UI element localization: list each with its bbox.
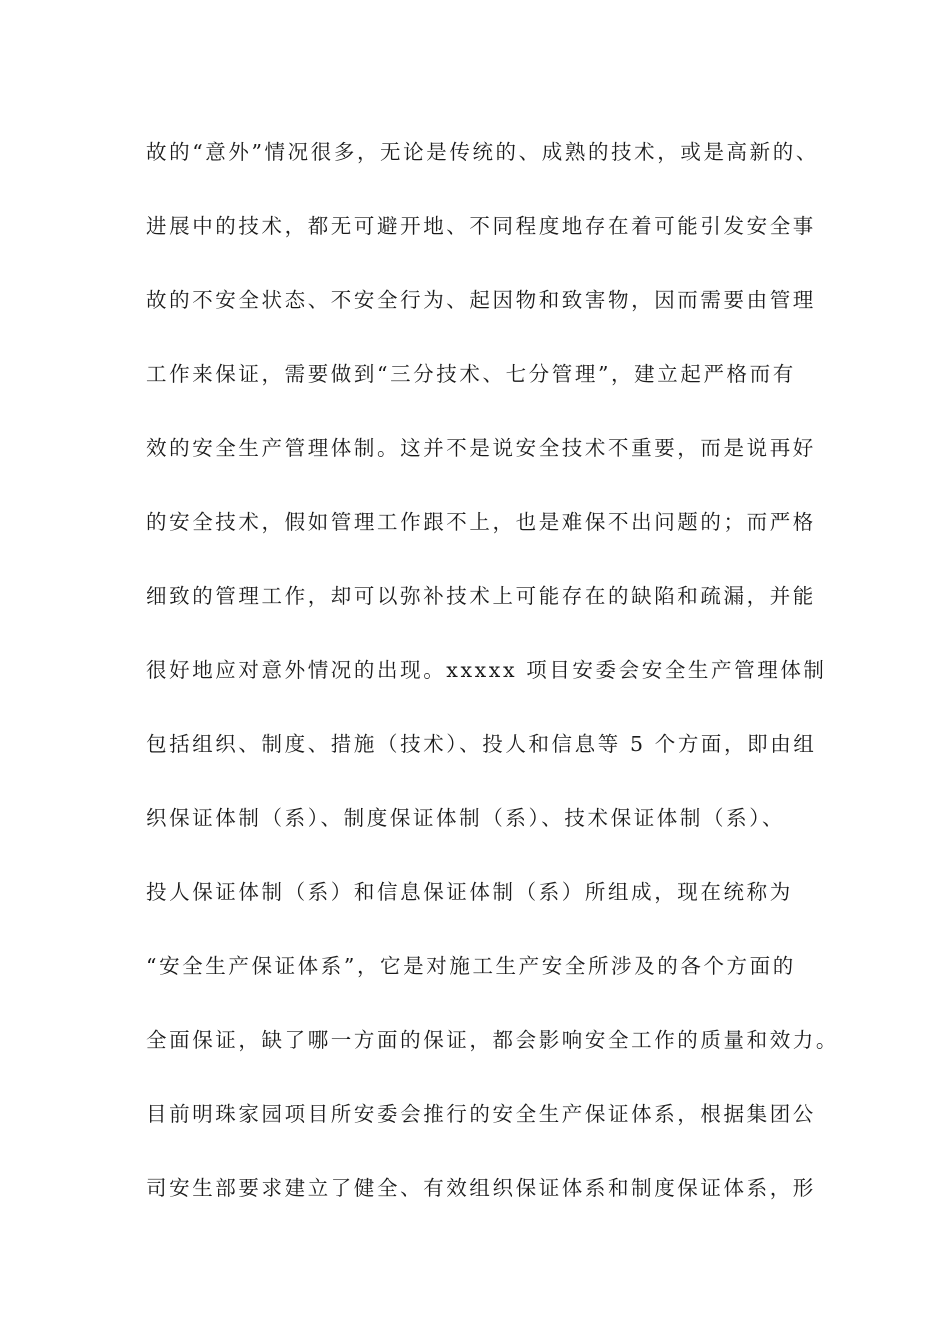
- text-line-13: 全面保证，缺了哪一方面的保证，都会影响安全工作的质量和效力。: [146, 1028, 839, 1052]
- body-paragraph: [146, 128, 839, 1238]
- text-line-14: 目前明珠家园项目所安委会推行的安全生产保证体系，根据集团公: [146, 1102, 816, 1126]
- text-line-4: 工作来保证，需要做到“三分技术、七分管理”，建立起严格而有: [146, 362, 796, 386]
- text-line-9: 包括组织、制度、措施（技术）、投人和信息等 5 个方面，即由组: [146, 732, 817, 756]
- text-line-10: 织保证体制（系）、制度保证体制（系）、技术保证体制（系）、: [146, 806, 786, 830]
- text-line-6: 的安全技术，假如管理工作跟不上，也是难保不出问题的；而严格: [146, 510, 816, 534]
- text-line-1: 故的“意外”情况很多，无论是传统的、成熟的技术，或是高新的、: [146, 140, 819, 164]
- text-line-7: 细致的管理工作，却可以弥补技术上可能存在的缺陷和疏漏，并能: [146, 584, 816, 608]
- text-line-8: 很好地应对意外情况的出现。xxxxx 项目安委会安全生产管理体制: [146, 658, 827, 682]
- text-line-12: “安全生产保证体系”，它是对施工生产安全所涉及的各个方面的: [146, 954, 796, 978]
- text-line-5: 效的安全生产管理体制。这并不是说安全技术不重要，而是说再好: [146, 436, 816, 460]
- text-line-2: 进展中的技术，都无可避开地、不同程度地存在着可能引发安全事: [146, 214, 816, 238]
- text-line-11: 投人保证体制（系）和信息保证体制（系）所组成，现在统称为: [146, 880, 793, 904]
- text-line-3: 故的不安全状态、不安全行为、起因物和致害物，因而需要由管理: [146, 288, 816, 312]
- text-line-15: 司安生部要求建立了健全、有效组织保证体系和制度保证体系，形: [146, 1176, 816, 1200]
